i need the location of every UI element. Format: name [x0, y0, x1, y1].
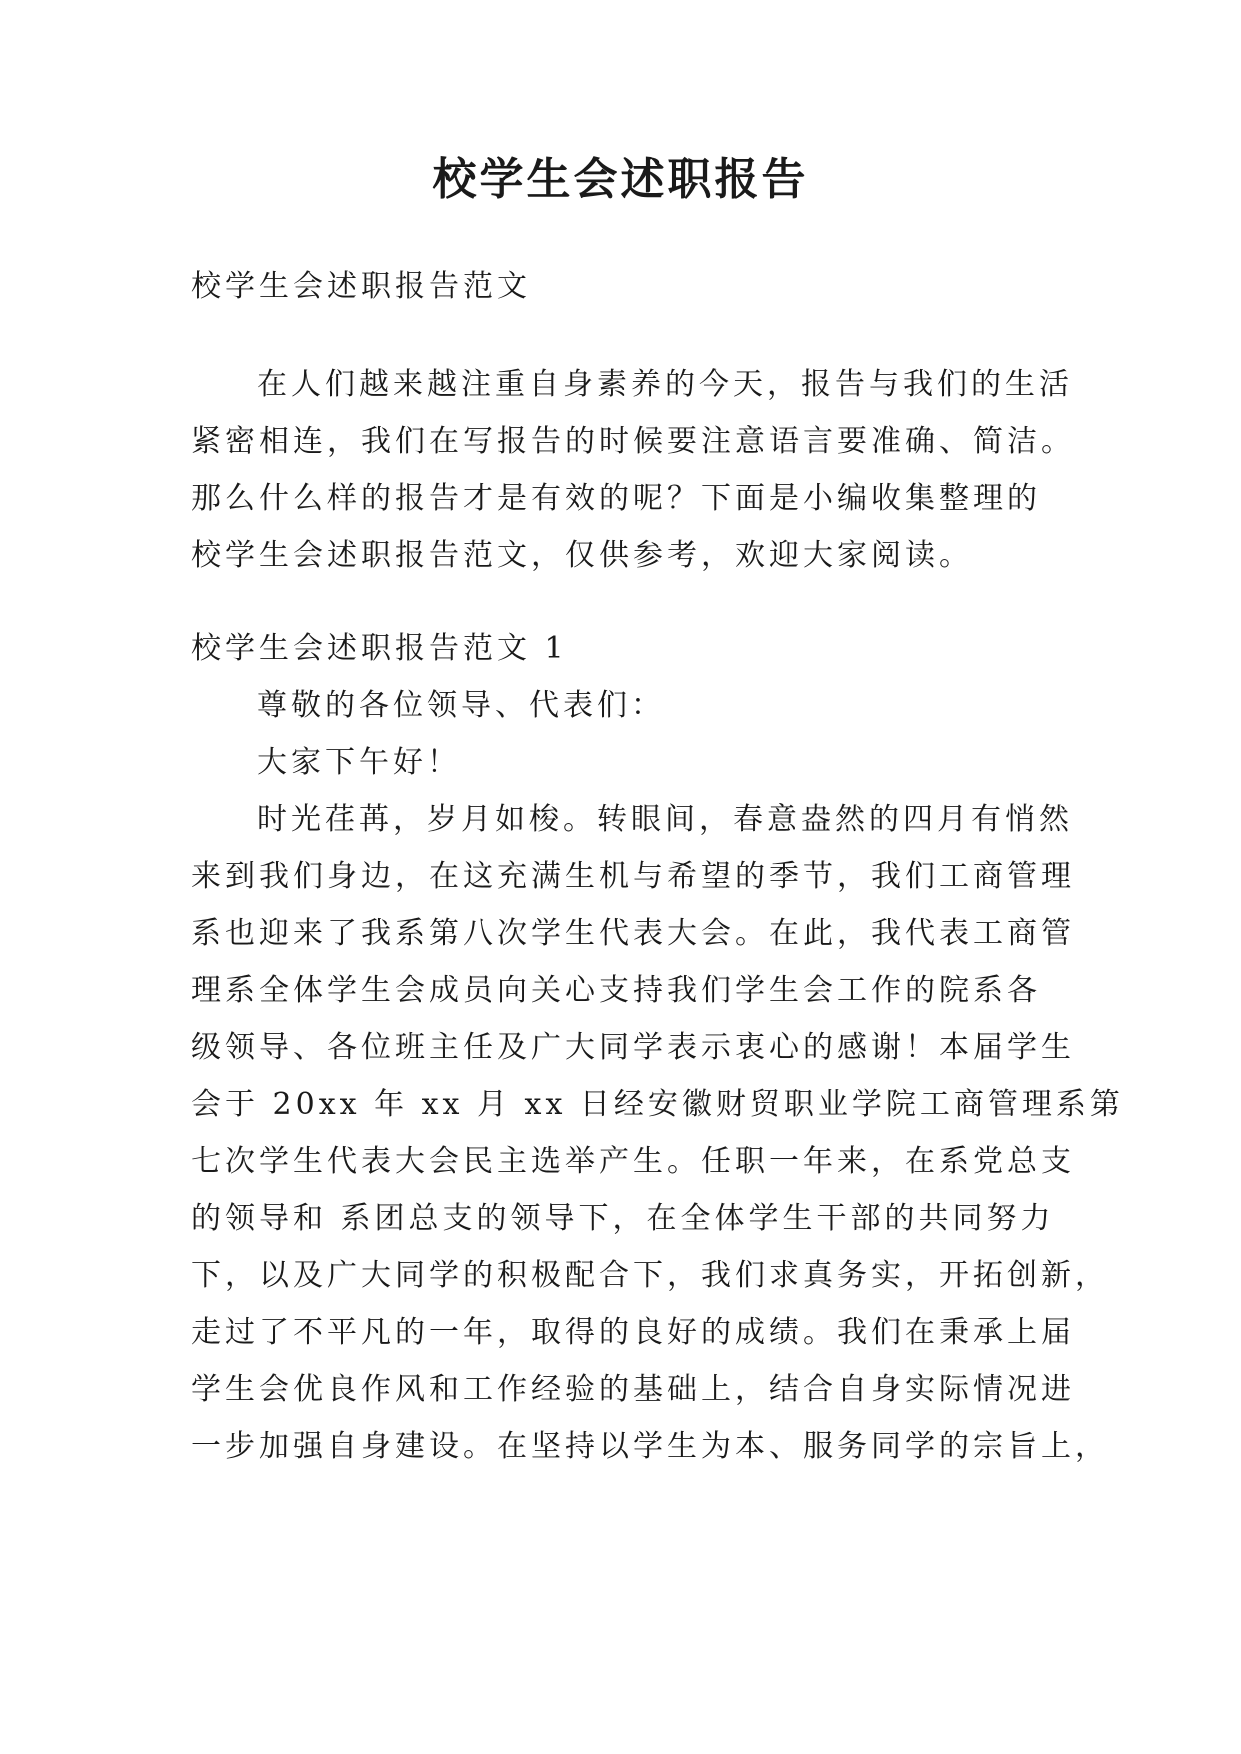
body-line: 下，以及广大同学的积极配合下，我们求真务实，开拓创新，: [191, 1258, 1109, 1293]
document-title: 校学生会述职报告: [432, 154, 809, 205]
body-line: 会于 20xx 年 xx 月 xx 日经安徽财贸职业学院工商管理系第: [191, 1087, 1124, 1122]
body-line: 学生会优良作风和工作经验的基础上，结合自身实际情况进: [191, 1372, 1075, 1407]
body-line: 级领导、各位班主任及广大同学表示衷心的感谢！本届学生: [191, 1030, 1075, 1065]
body-line: 系也迎来了我系第八次学生代表大会。在此，我代表工商管: [191, 916, 1075, 951]
greeting: 大家下午好！: [257, 745, 461, 780]
body-line: 来到我们身边，在这充满生机与希望的季节，我们工商管理: [191, 859, 1075, 894]
document-subtitle: 校学生会述职报告范文: [191, 269, 531, 304]
intro-paragraph: [191, 356, 1075, 584]
document-subtitle-block: [191, 258, 1071, 315]
body-line: 走过了不平凡的一年，取得的良好的成绩。我们在秉承上届: [191, 1315, 1075, 1350]
intro-line: 在人们越来越注重自身素养的今天，报告与我们的生活: [257, 367, 1073, 402]
salutation: 尊敬的各位领导、代表们：: [257, 688, 665, 723]
body-line: 的领导和 系团总支的领导下，在全体学生干部的共同努力: [191, 1201, 1055, 1236]
intro-line: 那么什么样的报告才是有效的呢？下面是小编收集整理的: [191, 481, 1041, 516]
section-heading: 校学生会述职报告范文 1: [191, 631, 568, 666]
intro-line: 校学生会述职报告范文，仅供参考，欢迎大家阅读。: [191, 538, 973, 573]
section-body: [191, 620, 1124, 1475]
body-line: 理系全体学生会成员向关心支持我们学生会工作的院系各: [191, 973, 1041, 1008]
body-line: 一步加强自身建设。在坚持以学生为本、服务同学的宗旨上，: [191, 1429, 1109, 1464]
body-line: 七次学生代表大会民主选举产生。任职一年来，在系党总支: [191, 1144, 1075, 1179]
body-line: 时光荏苒，岁月如梭。转眼间，春意盎然的四月有悄然: [257, 802, 1073, 837]
intro-line: 紧密相连，我们在写报告的时候要注意语言要准确、简洁。: [191, 424, 1075, 459]
